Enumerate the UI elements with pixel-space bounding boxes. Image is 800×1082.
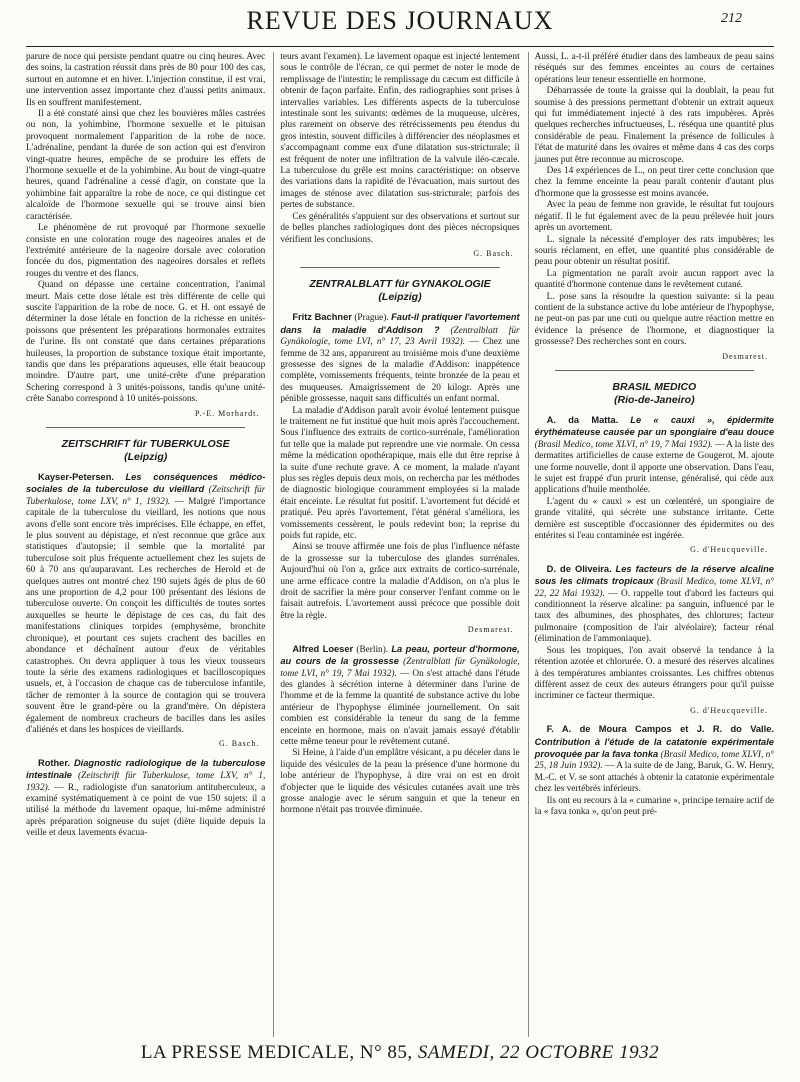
article-body: — On s'est attaché dans l'étude des glandes à sécrétion interne à déterminer dans l'urine de l'homme et de la femme la quantité de substance active du lobe antérieur de l'hypophyse éliminée journellement. On sait combien est considérable la teneur du sang de la femme enceinte en hormone, mais on n'avait jamais essayé d'établir cette même teneur pour le revêtement cutané. [280,668,520,747]
paragraph: Débarrassée de toute la graisse qui la doublait, la peau fut soumise à des pressions permettant d'obtenir un extrait aqueux qui fut immédiatement injecté à des rats impubères. Après quelques recherches infructueuses, L. réséqua une quantité plus considérable de peau. Finalement la présence de follicules à l'état de maturité dans les ovaires et même dans 4 cas des corps jaunes put être reconnue au microscope. [534,86,774,165]
article-title: Contribution à l'étude de la catatonie expérimentale provoquée par la fava tonka [534,736,774,759]
paragraph: L. signale la nécessité d'employer des rats impubères; les souris réclament, en effet, une quantité plus considérable de peau pour obtenir un résultat positif. [534,234,774,268]
article [535,415,774,497]
author-signature: Desmarest. [722,351,768,361]
article-title: La peau, porteur d'hormone, au cours de la grossesse [280,643,520,667]
paragraph: La pigmentation ne paraît avoir aucun rapport avec la quantité d'hormone contenue dans le revêtement cutané. [534,268,774,291]
page-number: 212 [721,11,742,26]
article-reference: (Zentralblatt für Gynäkologie, tome LVI, n° 17, 23 Avril 1932). [280,325,520,348]
article-body: — R., radiologiste d'un sanatorium antituberculeux, a examiné systématiquement à ce point de vue 150 sujets: il a utilisé la méthode du lavement opaque, lui-même administré après préparation soigneuse du sujet (diète liquide depuis la veille et deux lavements évacua- [26,782,266,839]
author-signature: G. d'Heucqueville. [690,705,768,715]
section-title: BRASIL MEDICO [612,380,697,393]
paragraph: L'agent du « cauxi » est un cœlentéré, un spongiaire de grande vitalité, qui sécrète une substance irritante. Cette dernière est susceptible d'occasionner des épidermites ou des entérites si l'eau contaminée est ingérée. [534,496,774,542]
running-title: REVUE DES JOURNAUX [246,6,554,35]
paragraph: teurs avant l'examen). Le lavement opaque est injecté lentement sous le contrôle de l'écran, ce qui permet de noter le mode de remplissage de l'intestin; le remplissage du cæcum est difficile à obtenir de façon parfaite. Enfin, des radiographies sont prises à intervalles variables. Les différents aspects de la tuberculose intestinale sont les suivants: œdèmes de la muqueuse, ulcères, plus rarement on observe des rétrécissements peu étendus du gros intestin, souvent difficiles à différencier des néoplasmes et s'accompagnant comme eux d'une dilatation sus-stricturale; il est fréquent de noter une infiltration de la valvule iléo-cæcale. La tuberculose du grêle est moins caractéristique: on observe des variations dans la rapidité de l'évacuation, mais surtout des images de sténose avec dilatation sus-stricturale; parfois des pertes de substance. [280,52,520,211]
paragraph: Sous les tropiques, l'on avait observé la tendance à la rétention azotée et chlorurée. O. a mesuré des réserves alcalines à des températures ambiantes croissantes. Les chiffres obtenus diffèrent assez de ceux des auteurs étrangers pour qu'il puisse incriminer ce facteur thermique. [534,645,774,702]
journal-section-heading [535,381,774,407]
author-signature: G. Basch. [219,739,260,749]
header-rule [26,46,774,47]
paragraph: Le phénomène de rut provoqué par l'hormone sexuelle consiste en une coloration rouge des nageoires anales et de l'extrémité antérieure de la nageoire dorsale avec coloration foncée du dos, pigmentation des nageoires dorsales et reflets rouges du ventre et des flancs. [26,223,266,279]
author-signature: P.-E. Morhardt. [195,408,260,418]
column-1 [26,52,265,1037]
paragraph: Des 14 expériences de L., on peut tirer cette conclusion que chez la femme enceinte la peau paraît contenir d'autant plus d'hormone que la grossesse est moins avancée. [534,166,774,199]
paragraph: L. pose sans la résoudre la question suivante: si la peau contient de la substance active du lobe antérieur de l'hypophyse, ne peut-on pas par une cuti ou quelque autre réaction mettre en évidence la présence de l'hormone, et diagnostiquer la grossesse? Des recherches sont en cours. [534,291,774,348]
section-title: ZENTRALBLATT für GYNAKOLOGIE [309,278,491,291]
text-columns [26,52,774,1037]
article-author: Kayser-Petersen. [38,472,114,482]
article-reference: (Brasil Medico, tome XLVI, n° 19, 7 Mai 1932). [534,439,713,450]
page-header [0,2,800,54]
author-signature: G. d'Heucqueville. [690,545,768,555]
footer-journal: LA PRESSE MEDICALE, N° 85, [140,1042,413,1063]
article [535,564,774,646]
paragraph: Aussi, L. a-t-il préféré étudier dans des lambeaux de peau sains réséqués sur des femmes enceintes au cours de certaines opérations leur teneur essentielle en hormone. [534,52,774,85]
article [280,312,519,405]
article-body: — Malgré l'importance capitale de la tuberculose du vieillard, les notions que nous avons d'elle sont encore très imprécises. Elle échappe, en effet, le plus souvent au dépistage, et n'est reconnue que grâce aux statistiques d'autopsie; il semble que la mortalité par tuberculose soit plus fréquente actuellement chez les sujets de 60 à 70 ans qu'auparavant. Les recherches de Herold et de quelques autres ont montré chez 190 sujets âgés de plus de 60 ans une proportion de 4,2 pour 100 présentant des lésions de tuberculose ouverte. On conçoit les difficultés de toutes sortes auxquelles se heurte le dépistage de ces cas, du fait des manifestations cliniques torpides (emphysème, bronchite chronique), et pourtant ces sujets crachent des bacilles en abondance et déchaînent autour d'eux de véritables catastrophes. On devra appliquer à tous les vieux tousseurs toute la série des examens radiologiques et bacilloscopiques usuels, et, à l'occasion de chaque cas de tuberculose infantile, tâcher de remonter à la source de contagion qui se trouvera souvent être le grand-père ou la grand'mère. On dépistera également de nombreux cracheurs de bacilles dans les asiles d'aliénés et dans les hospices de vieillards. [26,496,266,735]
paragraph: Avec la peau de femme non gravide, le résultat fut toujours négatif. Il le fut également avec de la peau prélevée huit jours après un avortement. [534,200,774,234]
article-body: — O. rappelle tout d'abord les facteurs qui conditionnent la réserve alcaline: pa sanguin, influencé par le taux des albumines, des phosphates, des chlorures; facteur pulmonaire (composition de l'air alvéolaire); facteur rénal (élimination de l'ammoniaque). [534,588,774,645]
paragraph: Quand on dépasse une certaine concentration, l'animal meurt. Mais cette dose létale est très différente de celle qui suscite l'apparition de la robe de noce. G. et H. ont essayé de déterminer la dose létale en fonction de la richesse en unités-poissons que présentent les préparations hormonales extraites de l'urine. Ils ont constaté que dans certaines préparations huileuses, la proportion de substance toxique était importante, tandis que dans les préparations aqueuses, elle était beaucoup moindre. D'autre part, une unité-crête d'une préparation Schering correspond à 3 unités-poissons, tandis qu'une unité-crête Sanabo correspond à 10 unités-poissons. [26,280,266,405]
paragraph: Ils ont eu recours à la « cumarine », principe ternaire actif de la « fava tonka », qu'on peut pré- [534,795,774,817]
journal-section-heading [280,278,519,304]
section-divider [555,370,754,371]
section-city: (Leipzig) [124,451,168,463]
article-author: A. da Matta. [546,414,619,425]
article-body: — Chez une femme de 32 ans, apparurent au troisième mois d'une deuxième grossesse des signes de la maladie d'Addison: inappétence complète, vomissements fréquents, teinte bronzée de la peau et des muqueuses. Amaigrissement de 20 kilogr. Après une pénible grossesse, naquit sans difficultés un enfant normal. [280,337,520,405]
section-title: ZEITSCHRIFT für TUBERKULOSE [61,438,230,450]
article-place: (Prague). [354,313,389,324]
article-author: F. A. de Moura Campos et J. R. do Valle. [546,724,774,735]
paragraph: Ainsi se trouve affirmée une fois de plus l'influence néfaste de la grossesse sur la tuberculose des glandes surrénales. Aujourd'hui où l'on a, grâce aux extraits de cortico-surrénale, une arme efficace contre la maladie d'Addison, on n'a plus le droit de sacrifier la mère pour conserver l'enfant comme on le faisait autrefois. L'avortement aussi précoce que possible doit être la règle. [280,542,520,621]
page-footer [0,1042,800,1064]
section-divider [46,427,245,428]
article-title: Les conséquences médico-sociales de la tuberculose du vieillard [26,472,266,495]
article-author: D. de Oliveira. [546,563,612,574]
section-city: (Leipzig) [378,291,422,304]
paragraph: Si Heine, à l'aide d'un emplâtre vésicant, a pu déceler dans le liquide des vésicules de la peau la présence d'une hormone du lobe antérieur de l'hypophyse, à dire vrai on est en droit d'objecter que le liquide des vésicules cutanées avait une très grosse analogie avec le sérum sanguin et que la teneur en hormone n'était pas trouvée diminuée. [280,748,520,816]
article-reference: (Zeitschrift für Tuberkulose, tome LXV, n° 1, 1932). [26,485,266,507]
section-city: (Rio-de-Janeiro) [614,393,695,406]
article-reference: (Brasil Medico, tome XLVI, n° 22, 22 Mai 1932). [534,577,774,599]
article [535,724,774,795]
article-title: Les facteurs de la réserve alcaline sous les climats tropicaux [534,563,774,587]
article-title: Faut-il pratiquer l'avortement dans la maladie d'Addison ? [280,312,520,335]
journal-section-heading [26,438,265,464]
article [280,644,519,749]
paragraph: Ces généralités s'appuient sur des observations et surtout sur de belles planches radiologiques dont des pièces nécropsiques vérifient les conclusions. [280,211,520,245]
article-title: Le « cauxi », épidermite érythémateuse causée par un spongiaire d'eau douce [534,414,774,438]
author-signature: Desmarest. [467,625,514,635]
column-3 [528,52,774,1037]
article-author: Rother. [38,757,71,768]
article-reference: (Brasil Medico, tome XLVI, n° 25, 18 Juin 1932). [534,749,774,772]
article-body: — A la suite de de Jang, Baruk, G. W. Henry, M.-C. et V. se sont attachés à obtenir la catatonie expérimentale chez les vertébrés inférieurs. [534,761,774,795]
article-reference: (Zeitschrift für Tuberkulose, tome LXV, n° 1, 1932). [26,771,266,793]
column-2 [273,52,519,1037]
article-place: (Berlin). [356,644,389,655]
section-divider [300,267,499,268]
article-body: — A la liste des dermatites artificielles de cause externe de Gougerot, M. ajoute une forme nouvelle, dont il apporte une observation. Dans l'eau, le sujet est frappé d'un prurit intense, généralisé, qui cède aux applications d'huile mentholée. [534,439,774,496]
article [26,472,265,736]
paragraph: La maladie d'Addison paraît avoir évolué lentement puisque le traitement ne fut institué que huit mois après l'accouchement. Sous l'influence des extraits de cortico-surrénale, l'amélioration fut telle que la malade put reprendre une vie normale. On cessa même la médication opothérapique, mais elle dut être reprise à la suite d'une rechute grave. A ce moment, la malade n'ayant plus ses règles depuis deux mois, on rechercha par les méthodes de diagnostic biologique couramment employées si la malade était enceinte. Le résultat fut positif. L'avortement fut décidé et pratiqué. Peu après l'avortement, l'état général s'améliora, les vomissements cessèrent, le pouls redevint bon; la reprise du poids fut rapide, etc. [280,405,520,542]
footer-date: SAMEDI, 22 OCTOBRE 1932 [417,1042,660,1063]
article [26,758,265,840]
article-title: Diagnostic radiologique de la tuberculose intestinale [26,757,266,781]
author-signature: G. Basch. [473,248,514,258]
article-author: Alfred Loeser [292,643,354,654]
paragraph: parure de noce qui persiste pendant quatre ou cinq heures. Avec des soins, la castration réussit dans près de 80 pour 100 des cas, surtout en automne et en hiver. L'injection constitue, il est vrai, une intervention assez importante chez d'aussi petits animaux. Ils en souffrent manifestement. [26,52,266,108]
article-author: Fritz Bachner [292,312,352,323]
article-reference: (Zentralblatt für Gynäkologie, tome LVI, n° 19, 7 Mai 1932). [280,657,520,679]
paragraph: Il a été constaté ainsi que chez les bouvières mâles castrées ou non, la yohimbine, l'hormone sexuelle et le pituisan provoquent normalement l'apparition de la robe de noce. L'adrénaline, pendant la durée de son action qui est d'environ vingt-quatre heures, empêche de se produire les effets de l'hormone sexuelle et de la yohimbine. Au bout de vingt-quatre heures, quand l'adrénaline a cessé d'agir, on constate que la yohimbine fait apparaître la robe de noce, ce qui distingue cet alcaloïde de l'hormone sexuelle qui se trouve ainsi bien caractérisée. [26,109,266,222]
